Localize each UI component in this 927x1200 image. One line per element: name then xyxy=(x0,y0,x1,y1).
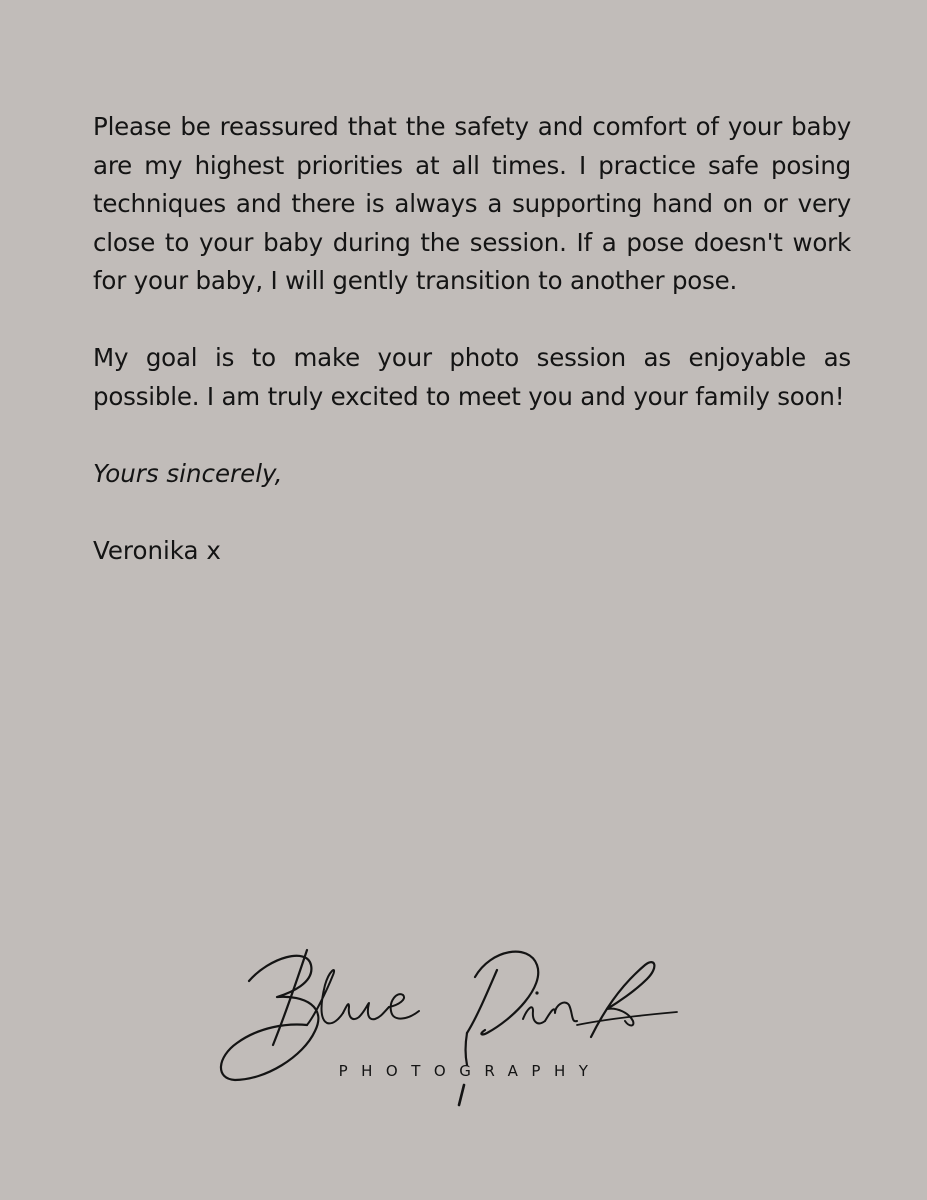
paragraph-safety: Please be reassured that the safety and comfort of your baby are my highest priorities at all times. I practice safe posing techniques and there is always a supporting hand on or very close to your baby during the session. If a pose doesn't work for your baby, I will gently transition to another pose. xyxy=(93,112,851,295)
logo-letter-b-loop xyxy=(221,956,318,1080)
closing-line: Yours sincerely, xyxy=(93,458,283,488)
paragraph-spacer xyxy=(93,416,851,455)
logo-descender-tick xyxy=(459,1085,464,1105)
logo-script-mark xyxy=(215,935,685,1115)
letter-body xyxy=(93,108,851,570)
paragraph-spacer xyxy=(93,493,851,532)
logo-letter-k-stem xyxy=(591,962,654,1037)
paragraph-goal: My goal is to make your photo session as enjoyable as possible. I am truly excited to meet you and your family soon! xyxy=(93,343,851,411)
logo-letter-p-tail xyxy=(466,1033,468,1065)
logo-letter-l xyxy=(307,970,343,1025)
logo-letter-e xyxy=(389,994,419,1018)
logo-letter-u xyxy=(343,1003,389,1019)
logo-letter-i-dot xyxy=(535,991,538,994)
logo-letter-n xyxy=(545,1003,577,1022)
signature-name: Veronika x xyxy=(93,535,221,565)
brand-logo xyxy=(215,935,685,1115)
logo-letter-p-stem xyxy=(467,970,497,1033)
logo-letter-i xyxy=(523,1007,545,1023)
paragraph-spacer xyxy=(93,301,851,340)
logo-letter-p-bowl xyxy=(475,952,538,1035)
logo-subtitle: PHOTOGRAPHY xyxy=(338,1062,602,1080)
